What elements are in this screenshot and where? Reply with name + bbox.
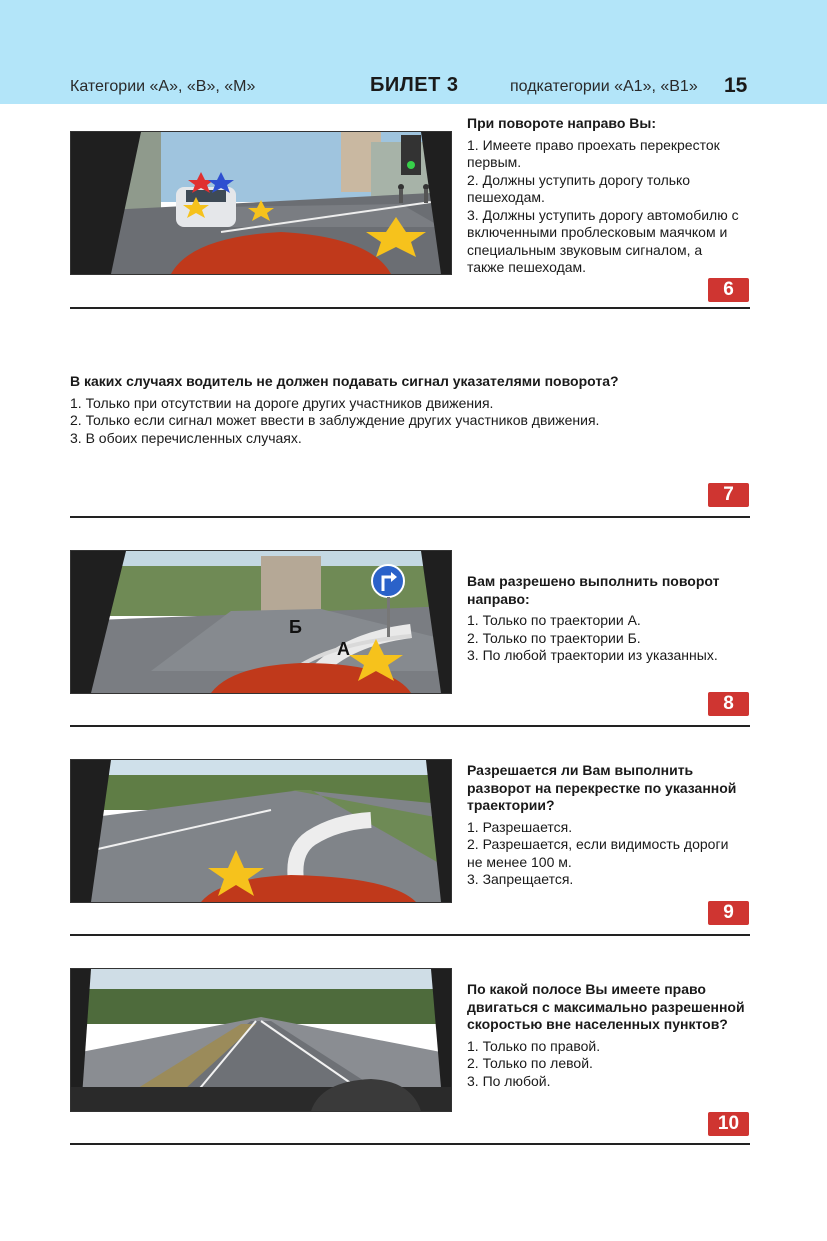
- question-7-title: В каких случаях водитель не должен подавать сигнал указателями поворота?: [70, 373, 619, 389]
- question-9-option-2: 2. Разрешается, если видимость дороги не менее 100 м.: [467, 836, 729, 870]
- question-7: [70, 373, 750, 447]
- question-8-title: Вам разрешено выполнить поворот направо:: [467, 573, 720, 607]
- question-9: [467, 762, 747, 889]
- question-10: [467, 981, 752, 1090]
- trajectory-b-label: Б: [289, 617, 302, 637]
- question-10-divider: [70, 1143, 750, 1145]
- question-10-number-badge: 10: [708, 1112, 749, 1136]
- question-9-divider: [70, 934, 750, 936]
- question-9-option-1: 1. Разрешается.: [467, 818, 573, 835]
- question-8-image: [70, 550, 452, 694]
- question-7-number-badge: 7: [708, 483, 749, 507]
- question-6-option-2: 2. Должны уступить дорогу только пешеходам.: [467, 171, 691, 205]
- question-8: [467, 573, 747, 665]
- question-10-option-2: 2. Только по левой.: [467, 1055, 593, 1071]
- question-8-divider: [70, 725, 750, 727]
- question-6-option-1: 1. Имеете право проехать перекресток первым.: [467, 136, 720, 170]
- question-6-divider: [70, 307, 750, 309]
- question-7-option-1: 1. Только при отсутствии на дороге других участников движения.: [70, 394, 494, 411]
- question-10-title: По какой полосе Вы имеете право двигаться с максимально разрешенной скоростью вне населенных пунктов?: [467, 981, 745, 1032]
- page-number: 15: [724, 74, 748, 97]
- question-10-option-3: 3. По любой.: [467, 1072, 551, 1089]
- question-6-image: [70, 131, 452, 275]
- question-7-option-2: 2. Только если сигнал может ввести в заблуждение других участников движения.: [70, 412, 600, 428]
- question-8-number-badge: 8: [708, 692, 749, 716]
- question-6-title: При повороте направо Вы:: [467, 115, 657, 131]
- question-9-option-3: 3. Запрещается.: [467, 871, 574, 887]
- question-10-image: [70, 968, 452, 1112]
- question-6: [467, 115, 747, 277]
- question-9-image: [70, 759, 452, 903]
- question-7-option-3: 3. В обоих перечисленных случаях.: [70, 429, 302, 446]
- question-9-number-badge: 9: [708, 901, 749, 925]
- question-8-option-3: 3. По любой траектории из указанных.: [467, 647, 718, 663]
- page-header: [0, 0, 827, 104]
- question-7-divider: [70, 516, 750, 518]
- question-8-option-2: 2. Только по траектории Б.: [467, 629, 641, 646]
- question-6-option-3: 3. Должны уступить дорогу автомобилю с включенными проблесковым маячком и специальным звуковым сигналом, а также пешеходам.: [467, 206, 739, 275]
- question-9-title: Разрешается ли Вам выполнить разворот на перекрестке по указанной траектории?: [467, 762, 737, 813]
- subcategories-label: подкатегории «A1», «B1»: [510, 78, 698, 95]
- question-8-option-1: 1. Только по траектории А.: [467, 612, 641, 628]
- categories-label: Категории «A», «B», «M»: [70, 78, 256, 95]
- question-10-option-1: 1. Только по правой.: [467, 1037, 601, 1054]
- question-6-number-badge: 6: [708, 278, 749, 302]
- ticket-title: БИЛЕТ 3: [370, 74, 459, 96]
- trajectory-a-label: А: [337, 639, 350, 659]
